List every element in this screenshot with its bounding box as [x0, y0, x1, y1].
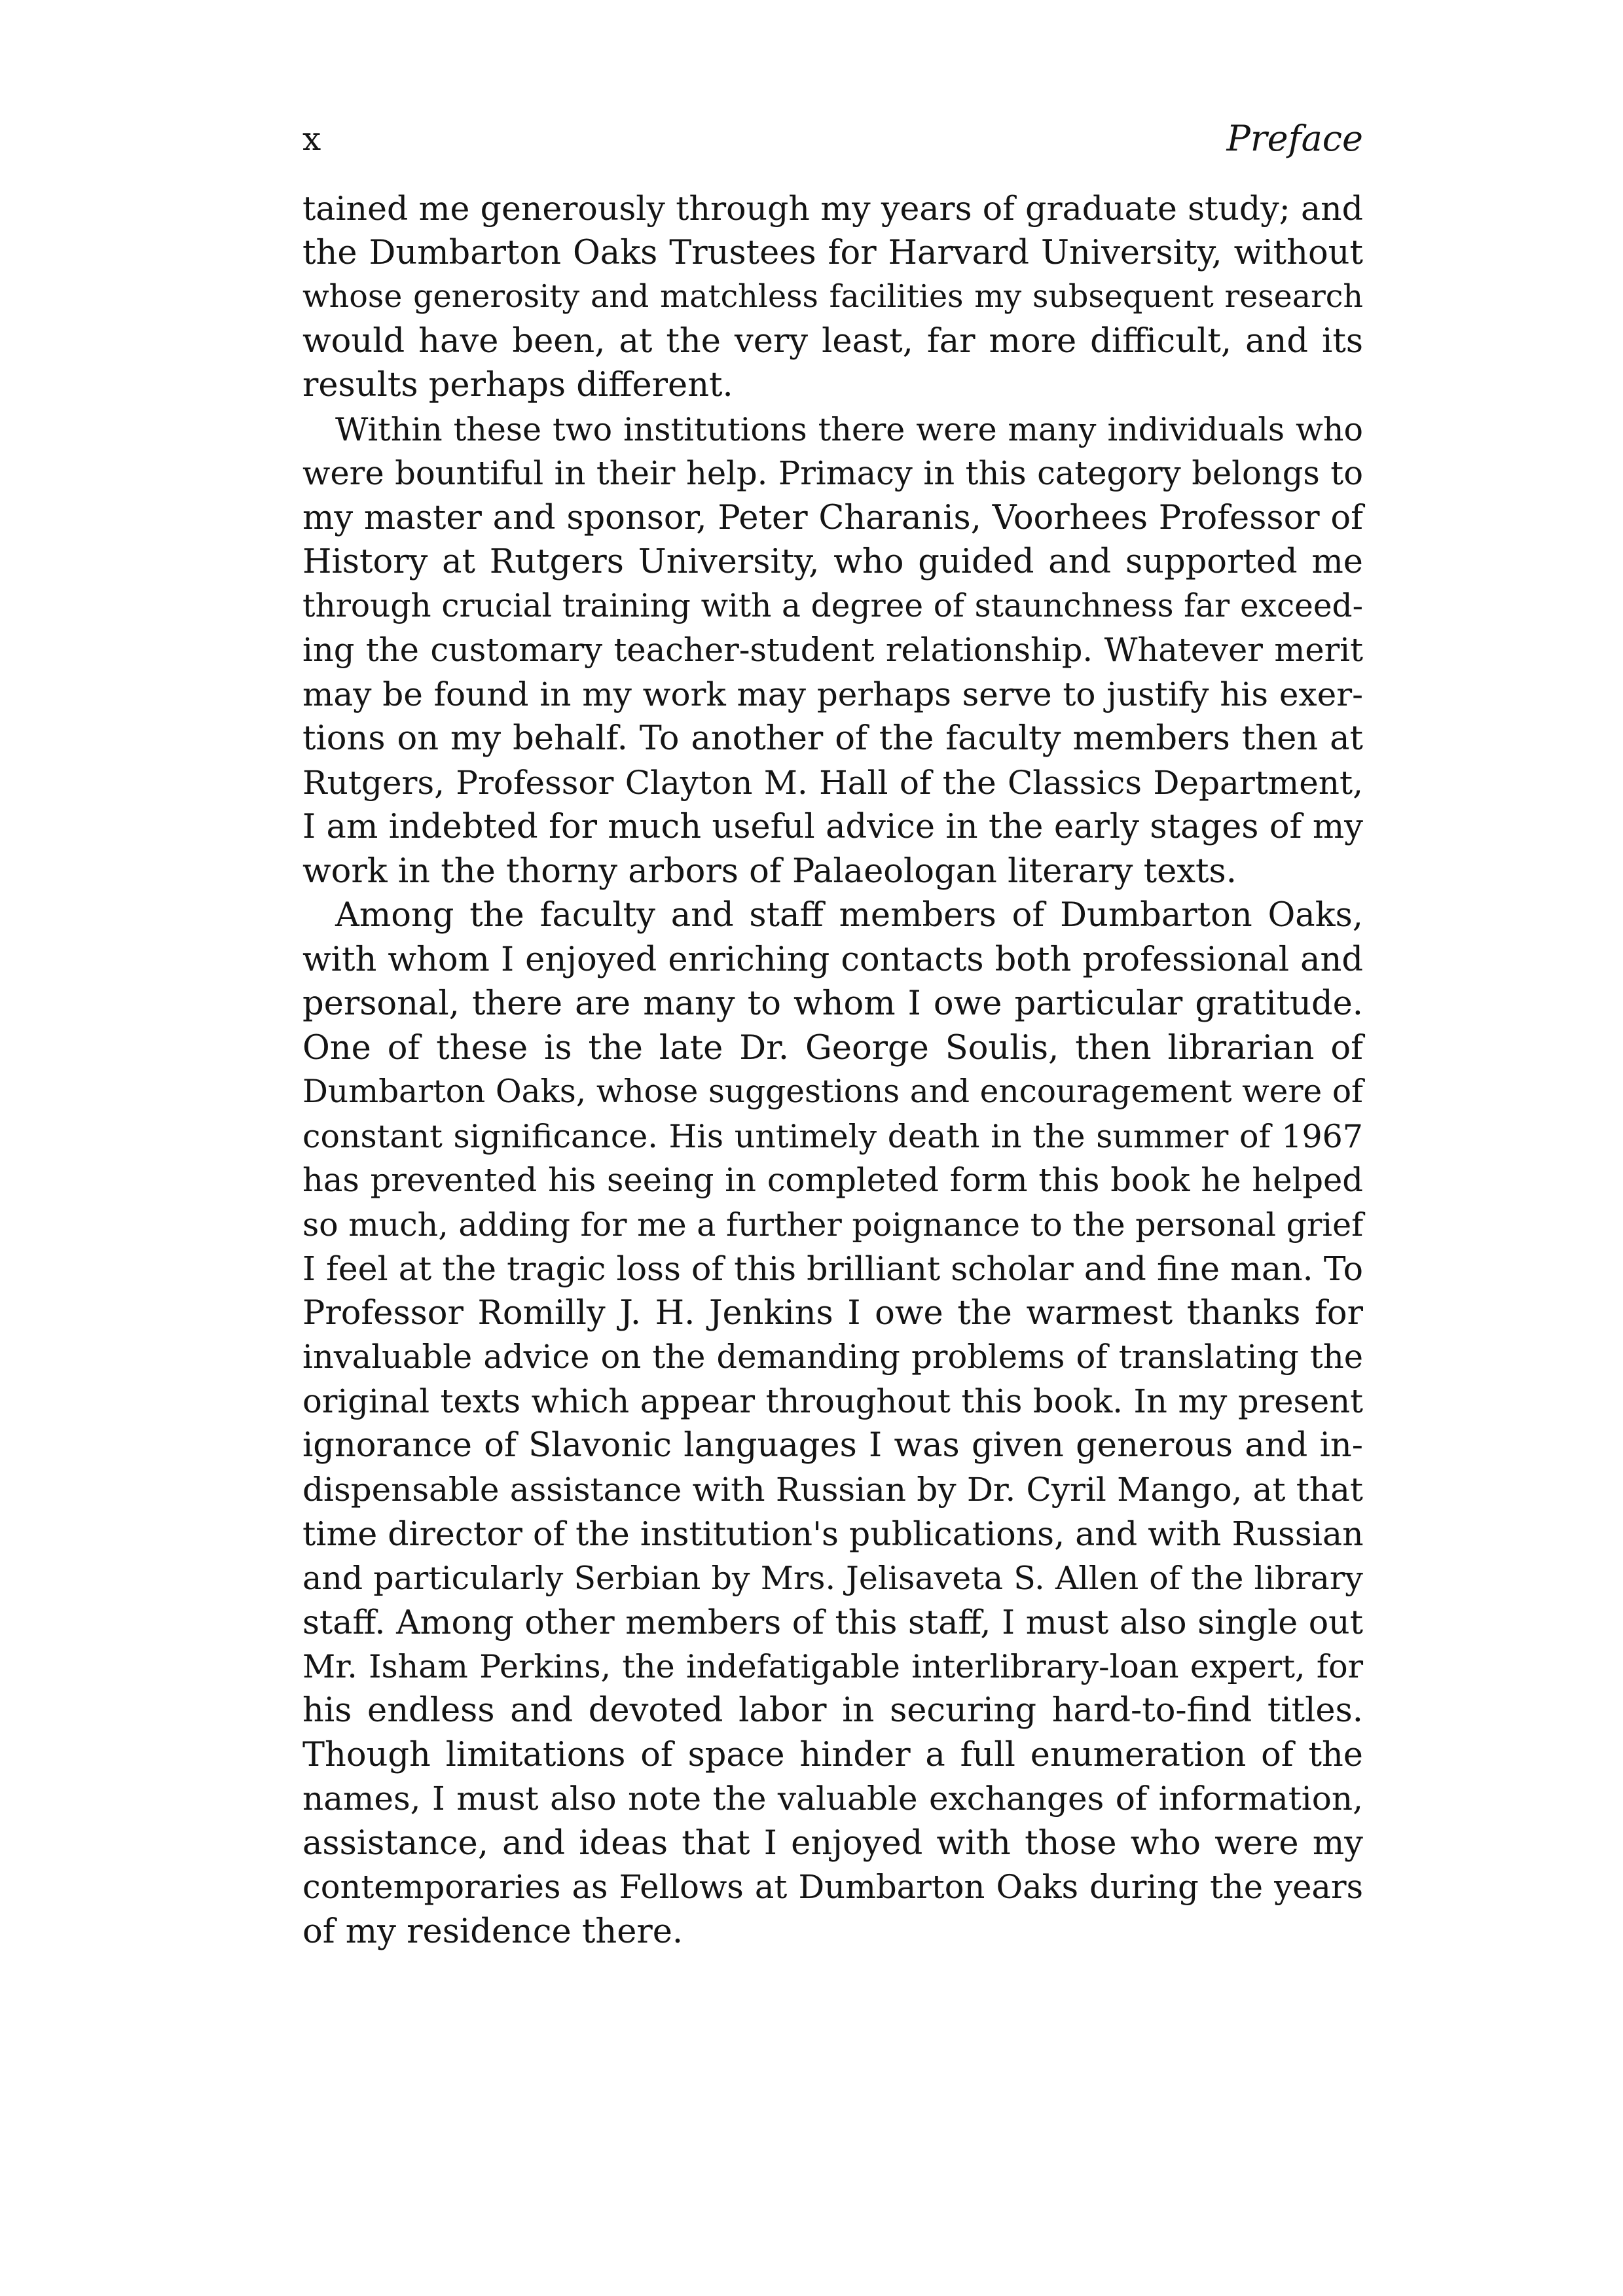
text-line: constant significance. His untimely death in the summer of 1967: [302, 1117, 1363, 1155]
text-line: so much, adding for me a further poignance to the personal grief: [302, 1206, 1364, 1244]
text-line: contemporaries as Fellows at Dumbarton Oaks during the years: [302, 1868, 1363, 1906]
text-line: personal, there are many to whom I owe particular gratitude.: [302, 984, 1363, 1023]
text-line: I feel at the tragic loss of this brilliant scholar and fine man. To: [302, 1249, 1363, 1288]
text-line: and particularly Serbian by Mrs. Jelisaveta S. Allen of the library: [302, 1559, 1363, 1597]
text-line: invaluable advice on the demanding problems of translating the: [302, 1338, 1363, 1376]
text-line: original texts which appear throughout this book. In my present: [302, 1382, 1363, 1420]
text-line: Among the faculty and staff members of Dumbarton Oaks,: [335, 896, 1363, 935]
text-line: Though limitations of space hinder a full enumeration of the: [302, 1735, 1363, 1774]
text-line: the Dumbarton Oaks Trustees for Harvard University, without: [302, 233, 1363, 272]
text-line: Professor Romilly J. H. Jenkins I owe the warmest thanks for: [302, 1293, 1363, 1333]
text-line: I am indebted for much useful advice in the early stages of my: [302, 808, 1363, 846]
text-line: work in the thorny arbors of Palaeologan literary texts.: [302, 852, 1237, 891]
text-line: through crucial training with a degree of staunchness far exceed-: [302, 587, 1363, 624]
text-line: whose generosity and matchless facilities my subsequent research: [302, 279, 1363, 315]
text-line: Dumbarton Oaks, whose suggestions and encouragement were of: [302, 1073, 1363, 1110]
page-number: x: [302, 120, 321, 158]
text-line: results perhaps different.: [302, 366, 733, 404]
running-head: [302, 113, 1363, 165]
text-line: dispensable assistance with Russian by Dr. Cyril Mango, at that: [302, 1470, 1363, 1509]
text-line: staff. Among other members of this staff, I must also single out: [302, 1603, 1363, 1641]
text-line: Within these two institutions there were many individuals who: [335, 410, 1363, 448]
text-line: my master and sponsor, Peter Charanis, Voorhees Professor of: [302, 498, 1363, 537]
text-line: may be found in my work may perhaps serve to justify his exer-: [302, 675, 1363, 713]
text-line: would have been, at the very least, far more difficult, and its: [302, 321, 1363, 361]
text-line: History at Rutgers University, who guided and supported me: [302, 543, 1363, 581]
text-line: One of these is the late Dr. George Soulis, then librarian of: [302, 1028, 1363, 1067]
text-line: his endless and devoted labor in securing hard-to-find titles.: [302, 1691, 1363, 1730]
text-line: Rutgers, Professor Clayton M. Hall of the Classics Department,: [302, 763, 1363, 802]
text-line: tained me generously through my years of graduate study; and: [302, 189, 1363, 228]
text-line: tions on my behalf. To another of the faculty members then at: [302, 719, 1363, 758]
running-title: Preface: [1226, 118, 1363, 159]
text-line: ignorance of Slavonic languages I was given generous and in-: [302, 1426, 1363, 1465]
body-text: [302, 187, 1363, 1954]
paragraph: [302, 187, 1363, 408]
text-line: has prevented his seeing in completed form this book he helped: [302, 1161, 1363, 1199]
paragraph: [302, 408, 1363, 894]
text-line: names, I must also note the valuable exchanges of information,: [302, 1780, 1363, 1818]
text-line: ing the customary teacher-student relationship. Whatever merit: [302, 631, 1363, 669]
text-line: of my residence there.: [302, 1912, 684, 1951]
text-line: with whom I enjoyed enriching contacts both professional and: [302, 940, 1363, 979]
text-line: Mr. Isham Perkins, the indefatigable interlibrary-loan expert, for: [302, 1647, 1363, 1685]
text-line: were bountiful in their help. Primacy in this category belongs to: [302, 454, 1363, 492]
paragraph: [302, 893, 1363, 1954]
text-line: assistance, and ideas that I enjoyed with those who were my: [302, 1823, 1363, 1863]
text-line: time director of the institution's publications, and with Russian: [302, 1515, 1364, 1553]
